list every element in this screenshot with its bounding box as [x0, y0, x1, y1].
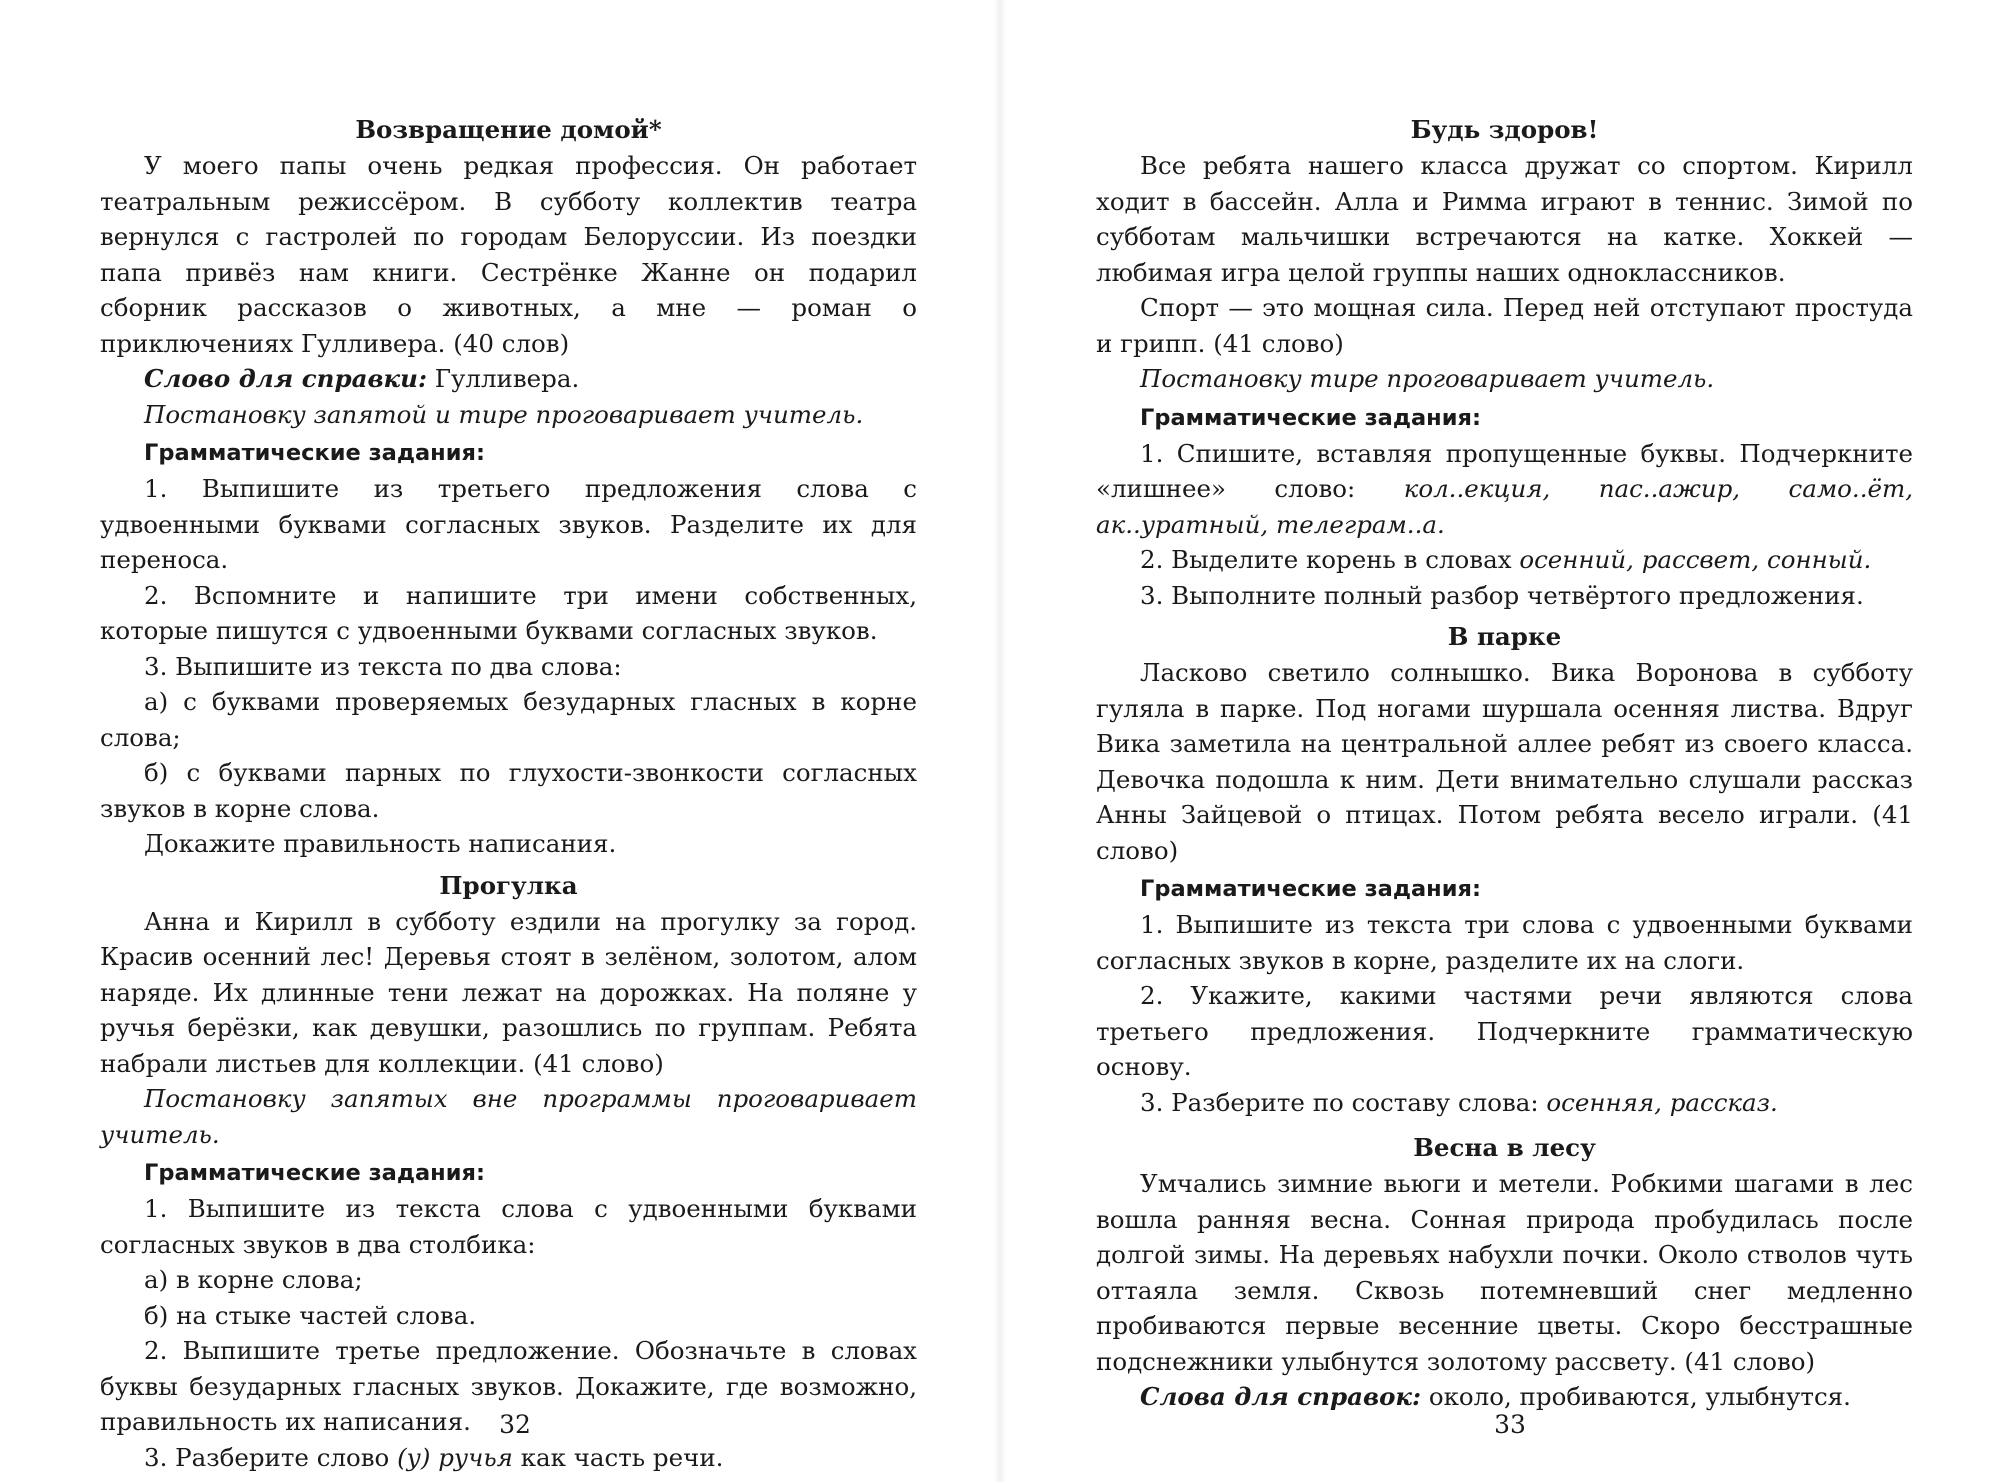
task-words: осенний, рассвет, сонный. — [1519, 545, 1872, 574]
task-item: 3. Выпишите из текста по два слова: — [144, 651, 622, 681]
section-title: Будь здоров! — [1410, 115, 1599, 144]
tasks-heading: Грамматические задания: — [1140, 876, 1481, 902]
teacher-note: Постановку запятых вне программы проговаривает учитель. — [100, 1084, 917, 1149]
task-item: 2. Выпишите третье предложение. Обозначьте в словах буквы безударных гласных звуков. Докажите, где возможно, правильность их написания. — [100, 1336, 917, 1436]
task-text: 3. Разберите слово — [144, 1442, 398, 1472]
task-item — [100, 1440, 917, 1476]
section-title: В парке — [1447, 622, 1562, 651]
teacher-note: Постановку запятой и тире проговаривает учитель. — [144, 399, 864, 429]
reference-value: Гулливера. — [427, 364, 580, 393]
task-words: осенняя, рассказ. — [1546, 1087, 1778, 1117]
right-page — [1000, 0, 2000, 1482]
dictation-text: Анна и Кирилл в субботу ездили на прогулку за город. Красив осенний лес! Деревья стоят в зелёном, золотом, алом наряде. Их длинные тени лежат на дорожках. На поляне у ручья берёзки, как девушки, разошлись по группам. Ребята набрали листьев для коллекции. (41 слово) — [100, 906, 917, 1078]
right-page-content — [1096, 112, 1913, 1415]
task-item: 2. Вспомните и напишите три имени собственных, которые пишутся с удвоенными буквами согласных звуков. — [100, 580, 917, 645]
task-item — [1096, 1085, 1913, 1121]
task-text: 3. Разберите по составу слова: — [1140, 1087, 1547, 1117]
task-item: 1. Выпишите из текста слова с удвоенными буквами согласных звуков в два столбика: — [100, 1194, 917, 1259]
dictation-text: Спорт — это мощная сила. Перед ней отступают простуда и грипп. (41 слово) — [1096, 293, 1913, 358]
tasks-heading: Грамматические задания: — [1140, 404, 1481, 431]
task-item: 2. Укажите, какими частями речи являются слова третьего предложения. Подчеркните грамматическую основу. — [1096, 981, 1913, 1081]
reference-words — [100, 361, 917, 397]
task-item: 1. Выпишите из третьего предложения слова с удвоенными буквами согласных звуков. Разделите их для переноса. — [100, 474, 917, 574]
task-subitem: б) с буквами парных по глухости-звонкости согласных звуков в корне слова. — [100, 758, 917, 823]
tasks-heading: Грамматические задания: — [144, 1160, 485, 1186]
task-item — [1096, 436, 1913, 543]
task-text: 2. Выделите корень в словах — [1140, 545, 1520, 574]
task-words: кол..екция, пас..ажир, само..ёт, ак..уратный, телеграм..а. — [1096, 474, 1913, 539]
task-subitem: Докажите правильность написания. — [144, 829, 617, 858]
reference-value: около, пробиваются, улыбнутся. — [1421, 1382, 1851, 1411]
teacher-note: Постановку тире проговаривает учитель. — [1140, 364, 1715, 393]
task-item: 1. Выпишите из текста три слова с удвоенными буквами согласных звуков в корне, разделите их на слоги. — [1096, 910, 1913, 975]
dictation-text: У моего папы очень редкая профессия. Он работает театральным режиссёром. В субботу коллектив театра вернулся с гастролей по городам Белоруссии. Из поездки папа привёз нам книги. Сестрёнке Жанне он подарил сборник рассказов о животных, а мне — роман о приключениях Гулливера. (40 слов) — [100, 151, 917, 358]
dictation-text: Ласково светило солнышко. Вика Воронова в субботу гуляла в парке. Под ногами шуршала осенняя листва. Вдруг Вика заметила на центральной аллее ребят из своего класса. Девочка подошла к ним. Дети внимательно слушали рассказ Анны Зайцевой о птицах. Потом ребята весело играли. (41 слово) — [1096, 658, 1913, 865]
section-title: Прогулка — [439, 870, 578, 900]
left-page-content — [100, 112, 917, 1475]
section-title: Возвращение домой* — [355, 115, 662, 144]
task-text: как часть речи. — [512, 1442, 724, 1472]
task-subitem: а) в корне слова; — [144, 1265, 363, 1294]
reference-label: Слово для справки: — [144, 364, 427, 393]
task-subitem: б) на стыке частей слова. — [144, 1300, 477, 1330]
dictation-text: Все ребята нашего класса дружат со спортом. Кирилл ходит в бассейн. Алла и Римма играют в теннис. Зимой по субботам мальчишки встречаются на катке. Хоккей — любимая игра целой группы наших одноклассников. — [1096, 151, 1913, 287]
dictation-text: Умчались зимние вьюги и метели. Робкими шагами в лес вошла ранняя весна. Сонная природа пробудилась после долгой зимы. На деревьях набухли почки. Около стволов чуть оттаяла земля. Сквозь потемневший снег медленно пробиваются первые весенние цветы. Скоро бесстрашные подснежники улыбнутся золотому рассвету. (41 слово) — [1096, 1169, 1913, 1376]
section-title: Весна в лесу — [1413, 1133, 1596, 1162]
task-subitem: а) с буквами проверяемых безударных гласных в корне слова; — [100, 687, 917, 752]
page-number: 32 — [499, 1410, 531, 1439]
task-word: (у) ручья — [397, 1442, 513, 1472]
tasks-heading: Грамматические задания: — [144, 440, 485, 466]
task-item: 3. Выполните полный разбор четвёртого предложения. — [1140, 580, 1864, 610]
page-number: 33 — [1494, 1410, 1526, 1439]
task-item — [1096, 542, 1913, 578]
task-text: 1. Спишите, вставляя пропущенные буквы. Подчеркните «лишнее» слово: — [1096, 438, 1913, 503]
reference-label: Слова для справок: — [1140, 1382, 1422, 1411]
